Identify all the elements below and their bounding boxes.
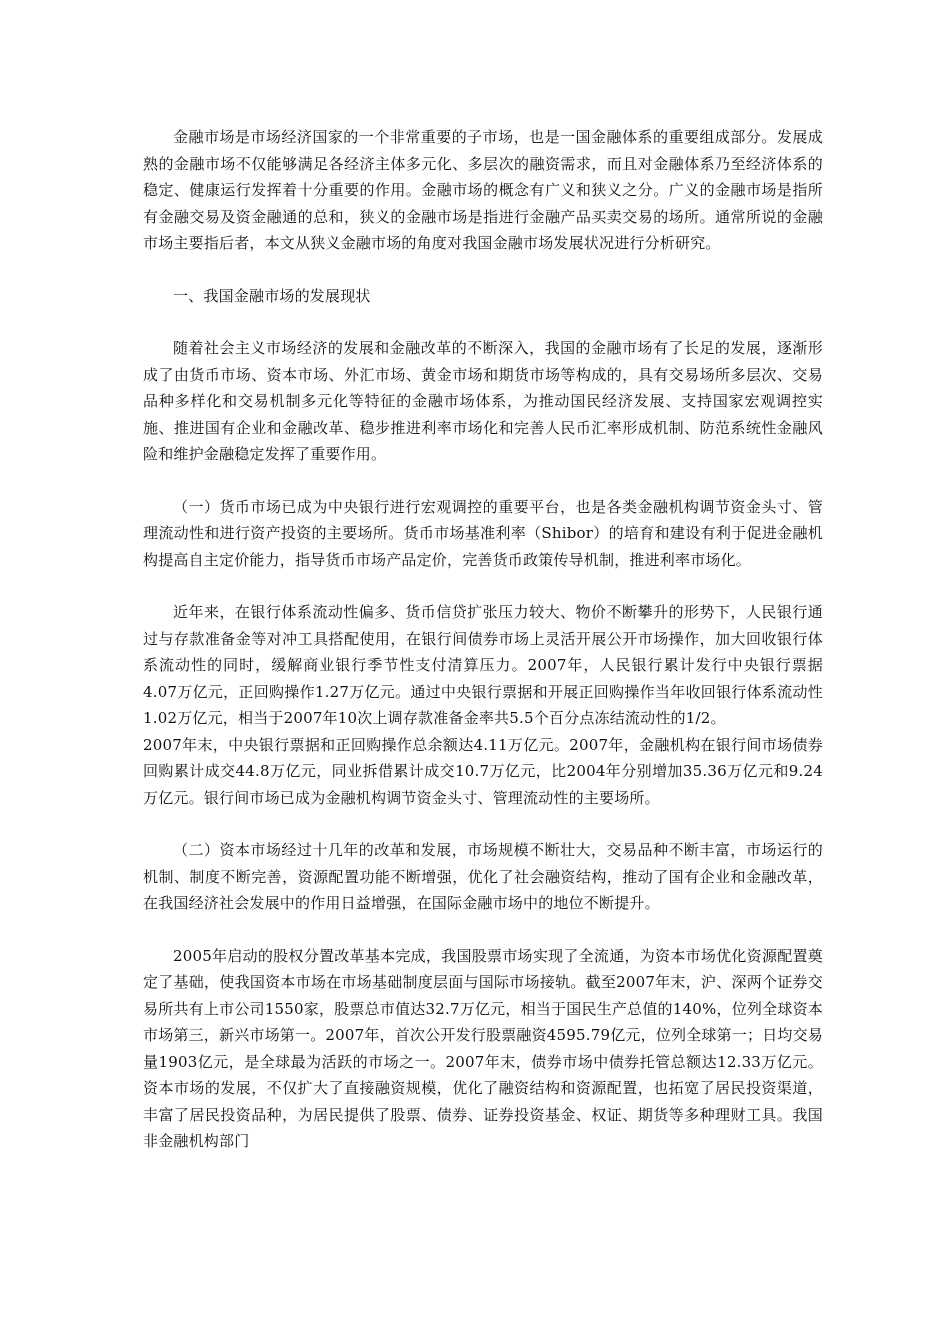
document-body <box>143 124 823 1155</box>
paragraph-share-reform: 2005年启动的股权分置改革基本完成，我国股票市场实现了全流通，为资本市场优化资源配置奠定了基础，使我国资本市场在市场基础制度层面与国际市场接轨。截至2007年末，沪、深两个证券交易所共有上市公司1550家，股票总市值达32.7万亿元，相当于国民生产总值的140%，位列全球资本市场第三，新兴市场第一。2007年，首次公开发行股票融资4595.79亿元，位列全球第一；日均交易量1903亿元，是全球最为活跃的市场之一。2007年末，债券市场中债券托管总额达12.33万亿元。资本市场的发展，不仅扩大了直接融资规模，优化了融资结构和资源配置，也拓宽了居民投资渠道，丰富了居民投资品种，为居民提供了股票、债券、证券投资基金、权证、期货等多种理财工具。我国非金融机构部门 <box>143 946 824 1150</box>
paragraph-development: 随着社会主义市场经济的发展和金融改革的不断深入，我国的金融市场有了长足的发展，逐渐形成了由货币市场、资本市场、外汇市场、黄金市场和期货市场等构成的，具有交易场所多层次、交易品种多样化和交易机制多元化等特征的金融市场体系，为推动国民经济发展、支持国家宏观调控实施、推进国有企业和金融改革、稳步推进利率市场化和完善人民币汇率形成机制、防范系统性金融风险和维护金融稳定发挥了重要作用。 <box>143 339 823 463</box>
paragraph-intro: 金融市场是市场经济国家的一个非常重要的子市场，也是一国金融体系的重要组成部分。发展成熟的金融市场不仅能够满足各经济主体多元化、多层次的融资需求，而且对金融体系乃至经济体系的稳定、健康运行发挥着十分重要的作用。金融市场的概念有广义和狭义之分。广义的金融市场是指所有金融交易及资金融通的总和，狭义的金融市场是指进行金融产品买卖交易的场所。通常所说的金融市场主要指后者，本文从狭义金融市场的角度对我国金融市场发展状况进行分析研究。 <box>143 128 823 252</box>
paragraph-gap <box>143 468 823 494</box>
paragraph-gap <box>143 257 823 283</box>
paragraph-recent-years: 近年来，在银行体系流动性偏多、货币信贷扩张压力较大、物价不断攀升的形势下，人民银行通过与存款准备金等对冲工具搭配使用，在银行间债券市场上灵活开展公开市场操作，加大回收银行体系流动性的同时，缓解商业银行季节性支付清算压力。2007年，人民银行累计发行中央银行票据4.07万亿元，正回购操作1.27万亿元。通过中央银行票据和开展正回购操作当年收回银行体系流动性1.02万亿元，相当于2007年10次上调存款准备金率共5.5个百分点冻结流动性的1/2。 <box>143 603 823 727</box>
paragraph-gap <box>143 917 823 943</box>
paragraph-gap <box>143 573 823 599</box>
paragraph-money-market: （一）货币市场已成为中央银行进行宏观调控的重要平台，也是各类金融机构调节资金头寸、管理流动性和进行资产投资的主要场所。货币市场基准利率（Shibor）的培育和建设有利于促进金融机构提高自主定价能力，指导货币市场产品定价，完善货币政策传导机制，推进利率市场化。 <box>143 497 823 569</box>
section-heading: 一、我国金融市场的发展现状 <box>173 286 371 305</box>
paragraph-gap <box>143 811 823 837</box>
paragraph-year-end-2007: 2007年末，中央银行票据和正回购操作总余额达4.11万亿元。2007年，金融机构在银行间市场债券回购累计成交44.8万亿元，同业拆借累计成交10.7万亿元，比2004年分别增加35.36万亿元和9.24万亿元。银行间市场已成为金融机构调节资金头寸、管理流动性的主要场所。 <box>143 735 823 807</box>
paragraph-gap <box>143 309 823 335</box>
paragraph-capital-market: （二）资本市场经过十几年的改革和发展，市场规模不断壮大，交易品种不断丰富，市场运行的机制、制度不断完善，资源配置功能不断增强，优化了社会融资结构，推动了国有企业和金融改革，在我国经济社会发展中的作用日益增强，在国际金融市场中的地位不断提升。 <box>143 841 823 912</box>
